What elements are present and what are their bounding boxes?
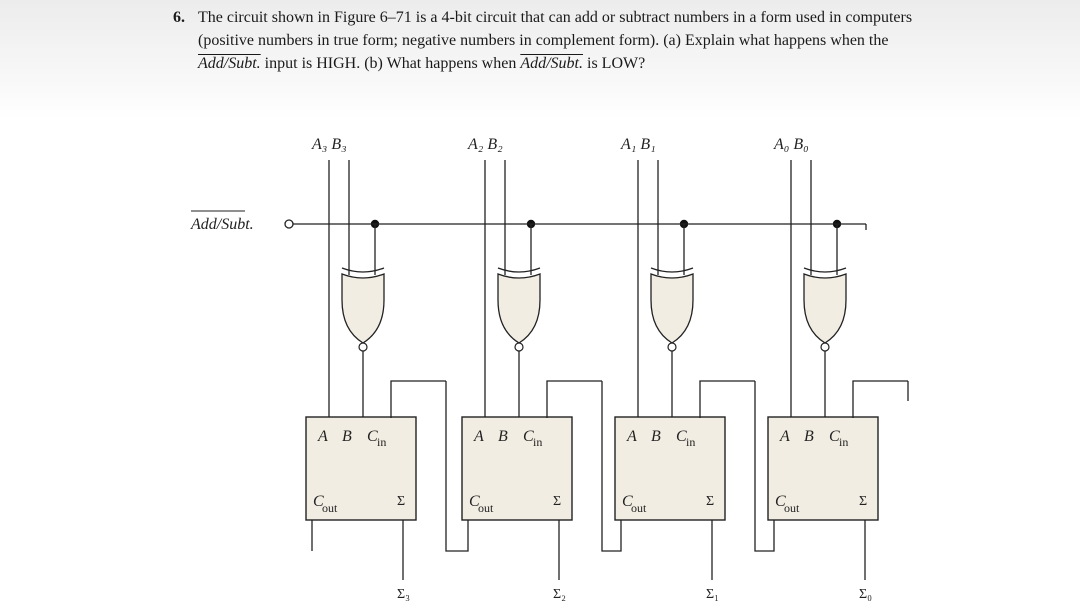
adder-b-label: B xyxy=(342,428,352,445)
adder-cout-label: C xyxy=(622,493,633,510)
question-text-part1: The circuit shown in Figure 6–71 is a 4-bit circuit that can add or subtract numbers in a form used in computers (positive numbers in true form; negative numbers in complement form). (a) Explain what happens when the xyxy=(198,9,913,49)
adder-cout-label: C xyxy=(313,493,324,510)
stage-input-label: A₀ B₀ xyxy=(774,136,809,153)
xor-extra-arc xyxy=(342,268,384,272)
adder-stage-0 xyxy=(768,136,908,602)
adder-b-label: B xyxy=(498,428,508,445)
xor-output-bubble xyxy=(668,343,676,351)
adder-cin-label: C xyxy=(676,428,687,445)
stage-input-label: A₁ B₁ xyxy=(621,136,656,153)
adder-cout-subscript: out xyxy=(478,501,494,515)
sum-output-label: Σ₃ xyxy=(397,587,411,602)
adder-cin-subscript: in xyxy=(533,435,543,449)
xor-gate-body xyxy=(804,274,846,343)
adder-cout-label: C xyxy=(469,493,480,510)
control-label-inline-2: Add/Subt. xyxy=(520,55,583,72)
adder-a-label: A xyxy=(474,428,484,445)
adder-cin-label: C xyxy=(829,428,840,445)
control-input-label: Add/Subt. xyxy=(191,216,254,233)
adder-cin-subscript: in xyxy=(686,435,696,449)
adder-a-label: A xyxy=(627,428,637,445)
adder-cout-subscript: out xyxy=(784,501,800,515)
xor-extra-arc xyxy=(651,268,693,272)
adder-cin-label: C xyxy=(523,428,534,445)
adder-cin-subscript: in xyxy=(377,435,387,449)
xor-gate-body xyxy=(342,274,384,343)
adder-cout-subscript: out xyxy=(322,501,338,515)
adder-stage-2 xyxy=(462,136,602,602)
adder-sum-symbol: Σ xyxy=(553,494,562,509)
circuit-stages xyxy=(306,136,908,602)
adder-a-label: A xyxy=(780,428,790,445)
adder-stage-1 xyxy=(615,136,755,602)
sum-output-label: Σ₁ xyxy=(706,587,720,602)
adder-a-label: A xyxy=(318,428,328,445)
xor-extra-arc xyxy=(498,268,540,272)
xor-output-bubble xyxy=(515,343,523,351)
control-input-terminal xyxy=(285,220,293,228)
question-text-part3: is LOW? xyxy=(583,55,646,72)
stage-input-label: A₂ B₂ xyxy=(468,136,503,153)
control-label-inline-1: Add/Subt. xyxy=(198,55,261,72)
question-text-part2: input is HIGH. (b) What happens when xyxy=(260,55,521,72)
xor-extra-arc xyxy=(804,268,846,272)
xor-gate-body xyxy=(651,274,693,343)
xor-output-bubble xyxy=(821,343,829,351)
stage-input-label: A₃ B₃ xyxy=(312,136,347,153)
adder-cout-label: C xyxy=(775,493,786,510)
adder-cin-label: C xyxy=(367,428,378,445)
carry-in-wire xyxy=(700,381,755,418)
xor-output-bubble xyxy=(359,343,367,351)
adder-b-label: B xyxy=(804,428,814,445)
adder-sum-symbol: Σ xyxy=(397,494,406,509)
adder-cin-subscript: in xyxy=(839,435,849,449)
adder-sum-symbol: Σ xyxy=(859,494,868,509)
question-number: 6. xyxy=(173,9,185,26)
sum-output-label: Σ₂ xyxy=(553,587,567,602)
xor-gate-body xyxy=(498,274,540,343)
adder-b-label: B xyxy=(651,428,661,445)
carry-in-wire xyxy=(391,381,446,418)
adder-cout-subscript: out xyxy=(631,501,647,515)
carry-in-wire xyxy=(853,381,908,418)
carry-in-wire xyxy=(547,381,602,418)
adder-stage-3 xyxy=(306,136,446,602)
sum-output-label: Σ₀ xyxy=(859,587,873,602)
adder-sum-symbol: Σ xyxy=(706,494,715,509)
